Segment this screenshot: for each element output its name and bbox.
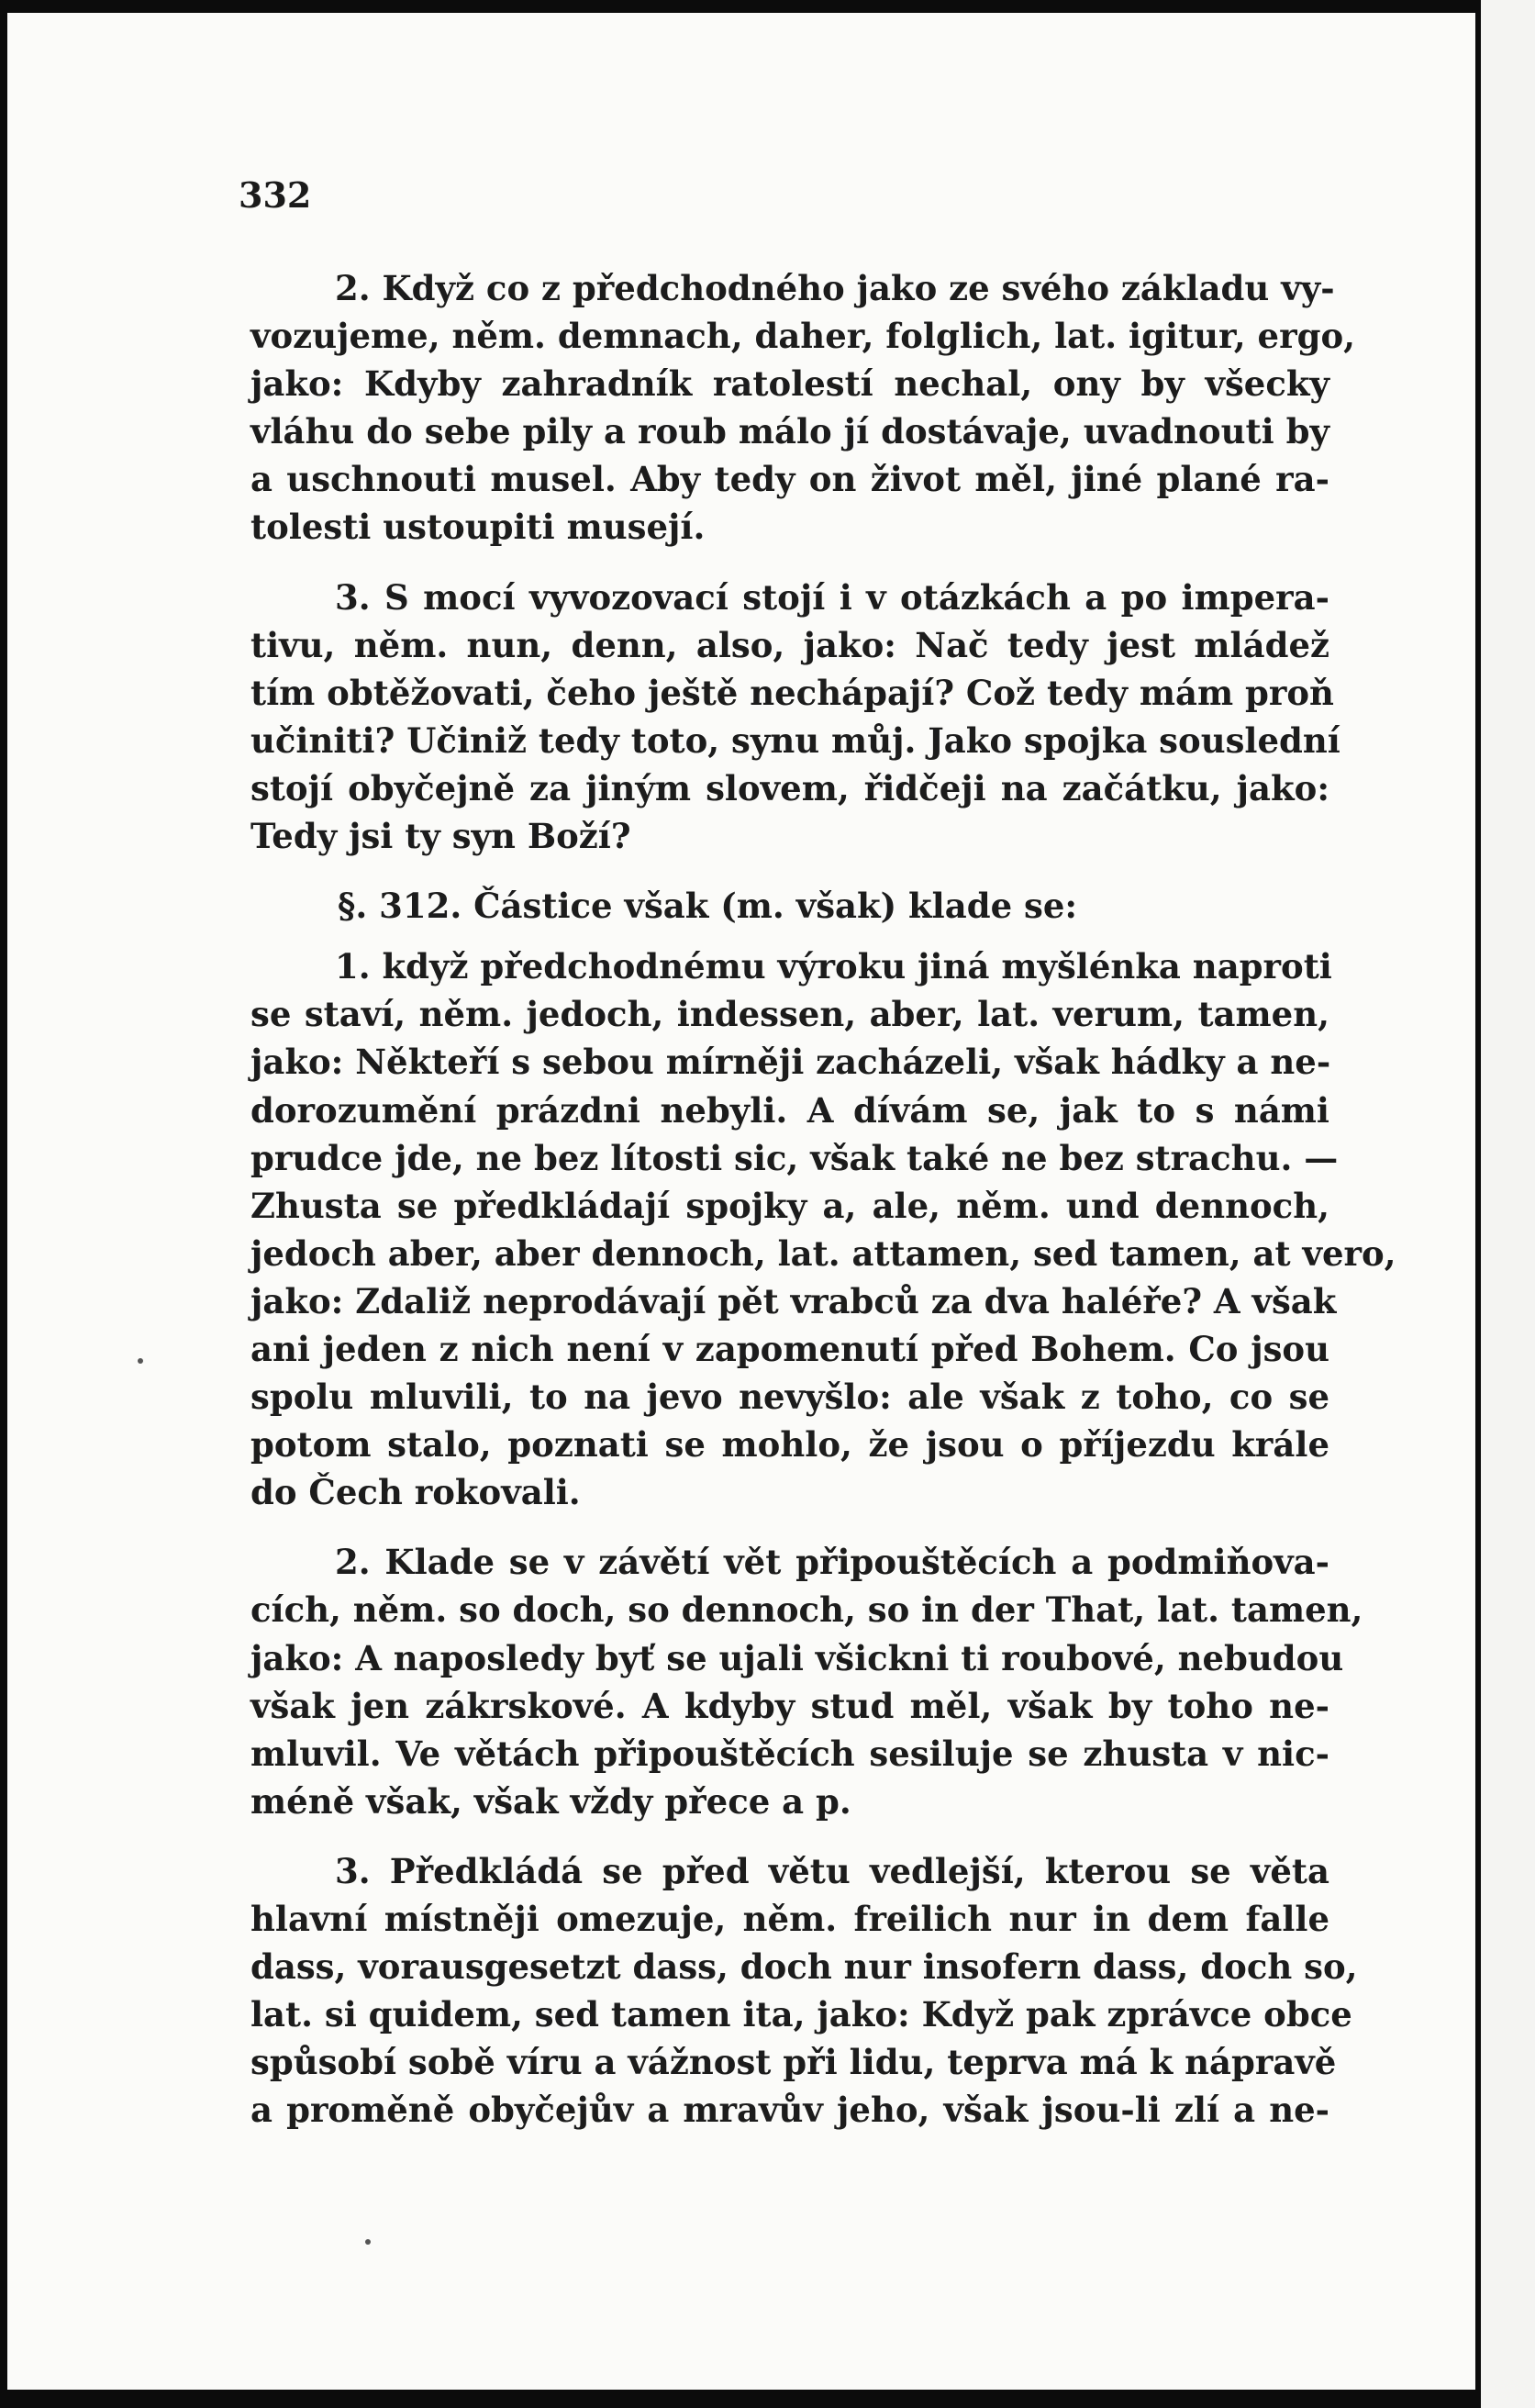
text-line: jako: Kdyby zahradník ratolestí nechal, ony by všecky — [250, 363, 1329, 405]
text-line: jako: Zdaliž neprodávají pět vrabců za dva haléře? A však — [250, 1280, 1337, 1321]
text-line: 2. Klade se v závětí vět připouštěcích a podmiňova- — [335, 1542, 1329, 1583]
text-line: spolu mluvili, to na jevo nevyšlo: ale však z toho, co se — [250, 1377, 1329, 1418]
text-line: se staví, něm. jedoch, indessen, aber, lat. verum, tamen, — [250, 994, 1329, 1035]
text-line: do Čech rokovali. — [250, 1472, 581, 1513]
text-line: 3. Předkládá se před větu vedlejší, kterou se věta — [335, 1850, 1329, 1891]
text-line: a uschnouti musel. Aby tedy on život měl, jiné plané ra- — [250, 459, 1329, 500]
paragraph-1-contrast — [250, 942, 1396, 1516]
text-line: 3. S mocí vyvozovací stojí i v otázkách a po impera- — [335, 576, 1329, 618]
text-line: učiniti? Učiniž tedy toto, synu můj. Jako spojka souslední — [250, 719, 1340, 761]
print-speck — [138, 1358, 143, 1364]
text-line: mluvil. Ve větách připouštěcích sesiluje se zhusta v nic- — [250, 1733, 1329, 1774]
text-line: však jen zákrskové. A kdyby stud měl, však by toho ne- — [250, 1685, 1329, 1726]
text-line: vláhu do sebe pily a roub málo jí dostávaje, uvadnouti by — [250, 411, 1329, 452]
text-line: méně však, však vždy přece a p. — [250, 1780, 851, 1822]
adjacent-page-edge — [1481, 0, 1535, 2408]
text-line: Zhusta se předkládají spojky a, ale, něm. und dennoch, — [250, 1185, 1329, 1226]
text-line: lat. si quidem, sed tamen ita, jako: Když pak zprávce obce — [250, 1994, 1352, 2035]
text-line: tivu, něm. nun, denn, also, jako: Nač tedy jest mládež — [250, 624, 1329, 665]
text-line: cích, něm. so doch, so dennoch, so in der That, lat. tamen, — [250, 1589, 1363, 1631]
section-312-heading — [250, 882, 1329, 930]
text-line: 2. Když co z předchodného jako ze svého základu vy- — [335, 268, 1335, 308]
text-line: tolesti ustoupiti musejí. — [250, 507, 706, 548]
text-line: a proměně obyčejův a mravův jeho, však jsou-li zlí a ne- — [250, 2090, 1329, 2131]
text-line: 1. když předchodnému výroku jiná myšlénka naproti — [335, 946, 1332, 987]
text-line: jako: A naposledy byť se ujali všickni ti roubové, nebudou — [250, 1637, 1344, 1678]
paragraph-3-questions — [250, 574, 1340, 861]
text-line: spůsobí sobě víru a vážnost při lidu, teprva má k nápravě — [250, 2042, 1337, 2083]
print-speck — [365, 2239, 371, 2245]
text-line: dorozumění prázdni nebyli. A dívám se, jak to s námi — [250, 1089, 1329, 1131]
body-text — [250, 264, 1396, 2156]
text-line: jako: Někteří s sebou mírněji zacházeli, však hádky a ne- — [250, 1042, 1331, 1083]
section-heading-line: §. 312. Částice však (m. však) klade se: — [338, 886, 1078, 927]
text-line: stojí obyčejně za jiným slovem, řidčeji na začátku, jako: — [250, 767, 1329, 808]
text-line: ani jeden z nich není v zapomenutí před Bohem. Co jsou — [250, 1328, 1329, 1369]
text-line: tím obtěžovati, čeho ještě nechápají? Což tedy mám proň — [250, 672, 1334, 713]
text-line: vozujeme, něm. demnach, daher, folglich, lat. igitur, ergo, — [250, 316, 1356, 357]
text-line: Tedy jsi ty syn Boží? — [250, 816, 631, 857]
text-line: hlavní místněji omezuje, něm. freilich nur in dem falle — [250, 1899, 1329, 1939]
page-number: 332 — [239, 174, 312, 216]
text-line: dass, vorausgesetzt dass, doch nur insofern dass, doch so, — [250, 1946, 1358, 1988]
text-line: potom stalo, poznati se mohlo, že jsou o příjezdu krále — [250, 1424, 1329, 1466]
paragraph-2-concessive — [250, 1538, 1363, 1825]
text-line: prudce jde, ne bez lítosti sic, však také ne bez strachu. — — [250, 1137, 1339, 1178]
paragraph-3-restrictive — [250, 1847, 1358, 2135]
paragraph-2-derivation — [250, 264, 1356, 552]
text-line: jedoch aber, aber dennoch, lat. attamen, sed tamen, at vero, — [250, 1232, 1396, 1274]
